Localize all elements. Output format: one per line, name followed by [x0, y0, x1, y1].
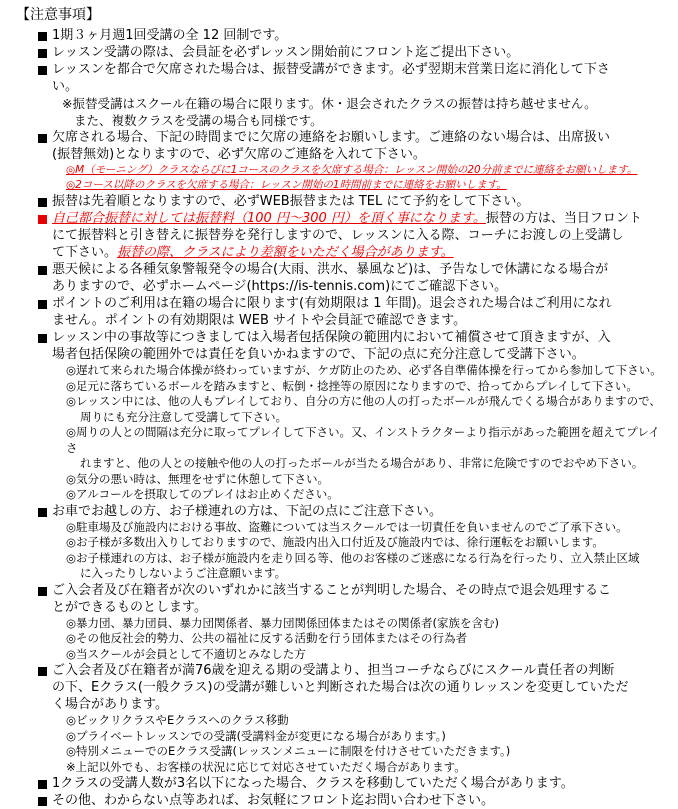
item-text: 振替の方は、当日フロント [485, 211, 642, 226]
item-text: レッスン中の事故等につきましては入場者包括保険の範囲内において補償させて頂きますが、入 [52, 330, 611, 345]
item-text: 1クラスの受講人数が3名以下になった場合、クラスを移動していただく場合があります。 [52, 776, 574, 791]
sub-item: ◎気分の悪い時は、無理をせずに休憩して下さい。 [66, 471, 330, 486]
item-text: の下、Eクラス(一般クラス)の受講が難しいと判断された場合は次の通りレッスンを変更していただ [52, 680, 629, 695]
item-text: とができるものとします。 [52, 599, 207, 615]
notice-item-withdrawal [14, 582, 668, 616]
price-difference-warning: 振替の際、クラスにより差額をいただく場合があります。 [117, 245, 454, 260]
bullet-square-icon [38, 508, 47, 517]
notice-item-points [14, 295, 668, 329]
makeup-fee-warning: 自己都合振替に対しては振替料（100 円～300 円）を頂く事になります。 [52, 211, 486, 226]
item-text: (振替無効)となりますので、必ず欠席のご連絡を入れて下さい。 [52, 147, 426, 162]
notice-item-makeup-fee [14, 210, 668, 261]
notice-item-insurance [14, 329, 668, 363]
bullet-square-icon [38, 134, 47, 143]
item-text: お車でお越しの方、お子様連れの方は、下記の点にご注意下さい。 [52, 503, 443, 519]
note-text: ※振替受講はスクール在籍の場合に限ります。休・退会されたクラスの振替は持ち越せません。 [62, 96, 597, 111]
sub-item-continued: れますと、他の人との接触や他の人の打ったボールが当たる場合があり、非常に危険ですのでおやめ下さい。 [80, 456, 644, 470]
bullet-square-icon [38, 587, 47, 596]
bullet-square-red-icon [38, 215, 47, 224]
notice-item-reservation [14, 193, 668, 210]
sub-item: ◎足元に落ちているボールを踏みますと、転倒・捻挫等の原因になりますので、拾ってからプレイして下さい。 [66, 378, 638, 393]
absence-deadline-warning: ◎2コース以降のクラスを欠席する場合：レッスン開始の1時間前までに連絡をお願いします。 [66, 179, 507, 191]
item-text: 欠席される場合、下記の時間までに欠席の連絡をお願いします。ご連絡のない場合は、出席扱い [52, 130, 610, 145]
sub-item: ◎駐車場及び施設内における事故、盗難については当スクールでは一切責任を負いませんのでご了承下さい。 [66, 519, 628, 534]
sub-item: ◎特別メニューでのEクラス受講(レッスンメニューに制限を付けさせていただきます。) [66, 744, 511, 758]
item-text: にて振替料と引き替えに振替券を発行しますので、レッスンに入る際、コーチにお渡しの上受講し [52, 228, 624, 243]
item-text: レッスンを都合で欠席された場合は、振替受講ができます。必ず翌期末営業日迄に消化して下さ [52, 62, 610, 77]
item-text: 場者包括保険の範囲外では責任を負いかねますので、下記の点に充分注意して受講下さい。 [52, 347, 585, 362]
bullet-square-icon [38, 198, 47, 207]
item-text: ません。ポイントの有効期限は WEB サイトや会員証で確認できます。 [52, 313, 467, 328]
bullet-square-icon [38, 667, 47, 676]
sub-item: ◎周りの人との間隔は充分に取ってプレイして下さい。又、インストラクターより指示があった範囲を超えてプレイさ [66, 425, 660, 455]
sub-item: ◎プライベートレッスンでの受講(受講料金が変更になる場合があります。) [66, 728, 446, 743]
bullet-square-icon [38, 797, 47, 806]
item-text: 振替は先着順となりますので、必ずWEB振替または TEL にて予約をして下さい。 [52, 194, 530, 209]
item-text: その他、わからない点等あれば、お気軽にフロント迄お問い合わせ下さい。 [52, 793, 495, 808]
notice-item-cars-children [14, 503, 668, 520]
item-text: ありますので、必ずホームページ(https://is-tennis.com)にてご確認下さい。 [52, 279, 508, 294]
item-text: ご入会者及び在籍者が次のいずれかに該当することが判明した場合、その時点で退会処理するこ [52, 582, 612, 598]
sub-item: ◎その他反社会的勢力、公共の福祉に反する活動を行う団体またはその行為者 [66, 631, 468, 645]
page-title: 【注意事項】 [16, 7, 100, 23]
sub-item: ※上記以外でも、お客様の状況に応じて対応させていただく場合があります。 [66, 759, 466, 774]
item-text: て下さい。 [52, 245, 118, 260]
bullet-square-icon [38, 49, 47, 58]
notice-item-makeup [14, 61, 668, 95]
notice-item-absence [14, 129, 668, 163]
sub-item: ◎遅れて来られた場合体操が終わっていますが、ケガ防止のため、必ず各自準備体操を行ってから参加して下さい。 [66, 363, 662, 377]
notice-item-class-size [14, 775, 668, 792]
sub-item: ◎アルコールを摂取してのプレイはお止めください。 [66, 487, 339, 501]
item-text: ご入会者及び在籍者が満76歳を迎える期の受講より、担当コーチならびにスクール責任者の判断 [52, 663, 615, 678]
bullet-square-icon [38, 780, 47, 789]
item-text: レッスン受講の際は、会員証を必ずレッスン開始前にフロント迄ご提出下さい。 [52, 45, 520, 60]
bullet-square-icon [38, 334, 47, 343]
notice-item-age-76 [14, 662, 668, 713]
note-text: また、複数クラスを受講の場合も同様です。 [74, 113, 323, 128]
notice-item-weather [14, 261, 668, 295]
sub-item: ◎ビックリクラスやEクラスへのクラス移動 [66, 713, 289, 727]
bullet-square-icon [38, 32, 47, 41]
item-text: 1期３ヶ月週1回受講の全 12 回制です。 [52, 28, 288, 43]
sub-item: ◎レッスン中には、他の人もプレイしており、自分の方に他の人の打ったボールが飛んでくる場合がありますので、 [66, 394, 661, 408]
sub-item: ◎当スクールが会員として不適切とみなした方 [66, 646, 306, 661]
sub-item: ◎お子様が多数出入りしておりますので、施設内出入口付近及び施設内では、徐行運転をお願いします。 [66, 535, 604, 549]
sub-item-continued: に入ったりしないようご注意願います。 [80, 566, 287, 580]
sub-item-continued: 周りにも充分注意して受講して下さい。 [80, 409, 287, 424]
item-text: い。 [52, 79, 79, 94]
sub-item: ◎暴力団、暴力団員、暴力団関係者、暴力団関係団体またはその関係者(家族を含む) [66, 615, 500, 630]
item-text: ポイントのご利用は在籍の場合に限ります(有効期限は 1 年間)。退会された場合はご利用になれ [52, 296, 612, 311]
bullet-square-icon [38, 300, 47, 309]
notice-item-lessons [14, 27, 668, 44]
item-text: く場合があります。 [52, 697, 168, 712]
absence-deadline-warning: ◎M（モーニング）クラスならびに1コースのクラスを欠席する場合：レッスン開始の20分前までに連絡をお願いします。 [66, 164, 638, 176]
bullet-square-icon [38, 266, 47, 275]
bullet-square-icon [38, 66, 47, 75]
notice-item-contact [14, 792, 668, 809]
notice-item-member-card [14, 44, 668, 61]
item-text: 悪天候による各種気象警報発令の場合(大雨、洪水、暴風など)は、予告なしで休講になる場合が [52, 262, 609, 277]
sub-item: ◎お子様連れの方は、お子様が施設内を走り回る等、他のお客様のご迷惑になる行為を行ったり、立入禁止区域 [66, 550, 640, 565]
